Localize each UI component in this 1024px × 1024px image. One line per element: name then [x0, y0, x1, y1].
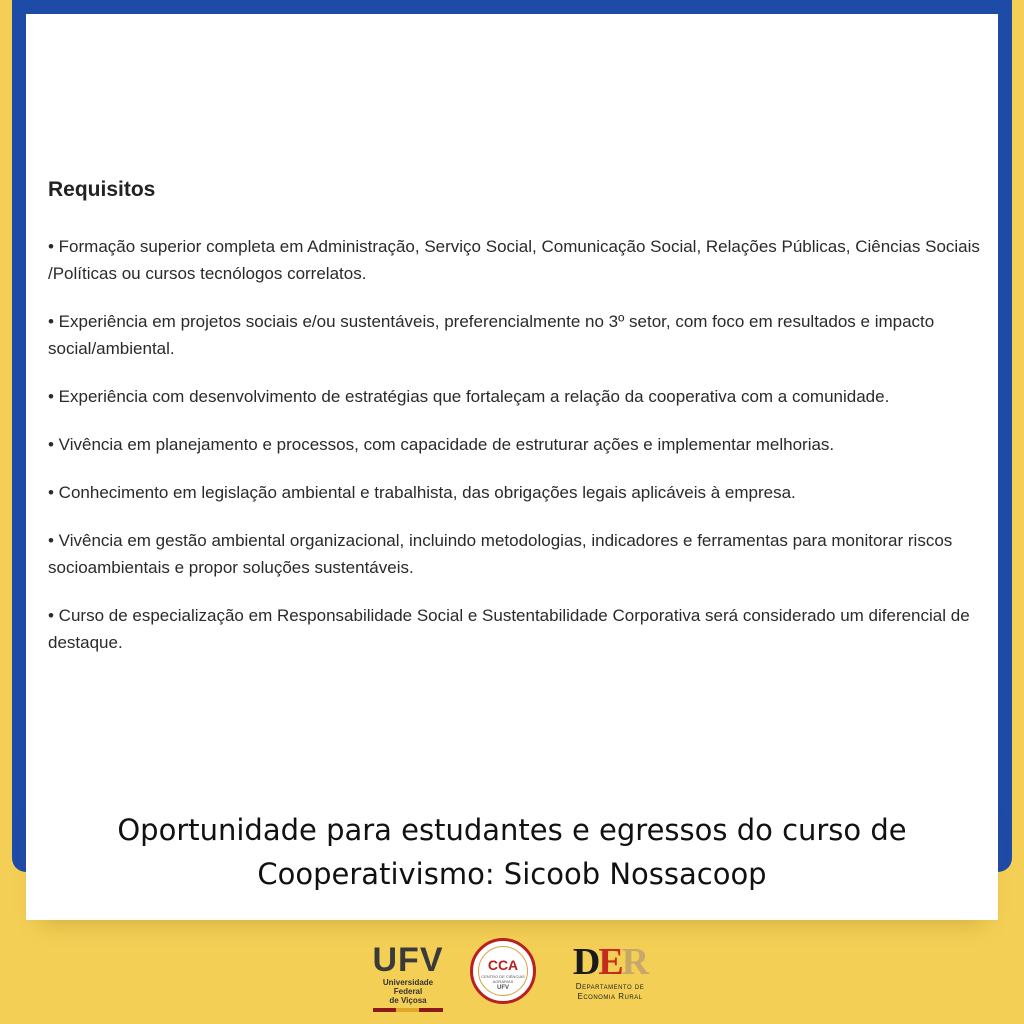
der-logo-line-2: Economia Rural [577, 992, 643, 1001]
requirement-item: • Formação superior completa em Administração, Serviço Social, Comunicação Social, Relações Públicas, Ciências Sociais /Políticas ou cursos tecnólogos correlatos. [48, 237, 980, 283]
requirement-item: • Experiência com desenvolvimento de estratégias que fortaleçam a relação da cooperativa com a comunidade. [48, 387, 890, 406]
caption-line-1: Oportunidade para estudantes e egressos do curso de [117, 813, 907, 847]
der-letter-r: R [621, 941, 648, 983]
caption-text [26, 808, 998, 896]
requirement-item: • Vivência em planejamento e processos, com capacidade de estruturar ações e implementar melhorias. [48, 435, 835, 454]
der-logo [560, 942, 660, 1002]
logo-bar [360, 938, 670, 1014]
requirement-item: • Experiência em projetos sociais e/ou sustentáveis, preferencialmente no 3º setor, com foco em resultados e impacto social/ambiental. [48, 312, 935, 358]
der-letter-e: E [598, 941, 622, 983]
cca-seal-logo [470, 938, 536, 1004]
ufv-logo-line-2: de Viçosa [389, 996, 427, 1005]
ufv-logo-mark: UFV [372, 941, 444, 979]
der-letter-d: D [572, 941, 599, 983]
der-logo-mark [560, 942, 660, 982]
ufv-stripe-icon [373, 1008, 443, 1012]
requirements-list [48, 233, 988, 677]
der-logo-line-1: Departamento de [575, 982, 645, 991]
cca-logo-mark: CCA [487, 957, 519, 973]
ufv-logo [368, 942, 448, 1012]
requirement-item: • Conhecimento em legislação ambiental e trabalhista, das obrigações legais aplicáveis à empresa. [48, 483, 796, 502]
requirements-title: Requisitos [48, 178, 156, 201]
cca-logo-ufv: UFV [497, 985, 509, 991]
ufv-logo-line-1: Universidade Federal [382, 978, 434, 996]
caption-card [26, 790, 998, 920]
requirement-item: • Vivência em gestão ambiental organizacional, incluindo metodologias, indicadores e ferramentas para monitorar riscos socioambientais e propor soluções sustentáveis. [48, 531, 953, 577]
cca-logo-sub: CENTRO DE CIÊNCIAS AGRÁRIAS [481, 974, 525, 984]
requirement-item: • Curso de especialização em Responsabilidade Social e Sustentabilidade Corporativa será considerado um diferencial de destaque. [48, 606, 970, 652]
caption-line-2: Cooperativismo: Sicoob Nossacoop [257, 857, 767, 891]
